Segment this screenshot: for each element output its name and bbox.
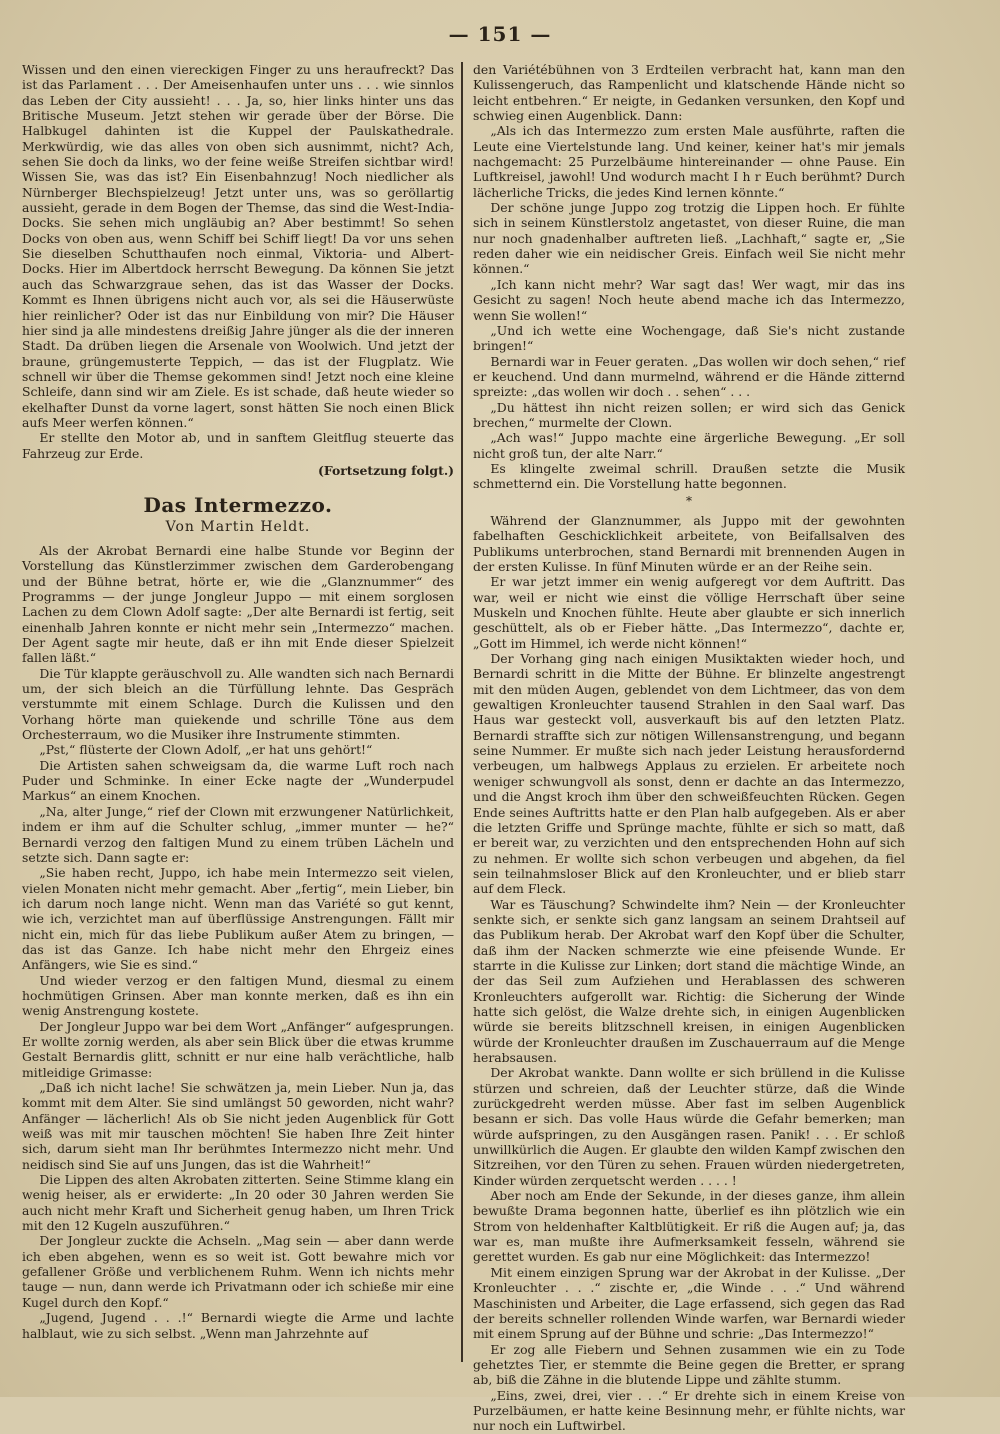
paragraph: „Ach was!“ Juppo machte eine ärgerliche Bewegung. „Er soll nicht groß tun, der alte Narr.“: [473, 430, 905, 461]
paragraph: Der Jongleur zuckte die Achseln. „Mag sein — aber dann werde ich eben abgehen, wenn es so weit ist. Gott bewahre mich vor gefallener Größe und verblichenem Ruhm. Wenn ich nichts mehr tauge — nun, dann werde ich Privatmann oder ich schieße mir eine Kugel durch den Kopf.“: [22, 1233, 454, 1310]
serial-continuation: [22, 62, 454, 461]
paragraph: Und wieder verzog er den faltigen Mund, diesmal zu einem hochmütigen Grinsen. Aber man konnte merken, daß es ihn ein wenig Anstrengung kostete.: [22, 972, 454, 1019]
paragraph: „Eins, zwei, drei, vier . . .“ Er drehte sich in einem Kreise von Purzelbäumen, er hatte keine Besinnung mehr, er fühlte nichts, war nur noch ein Luftwirbel.: [473, 1387, 905, 1434]
paragraph: „Du hättest ihn nicht reizen sollen; er wird sich das Genick brechen,“ murmelte der Clown.: [473, 399, 905, 430]
paragraph: Er zog alle Fiebern und Sehnen zusammen wie ein zu Tode gehetztes Tier, er stemmte die Beine gegen die Bretter, er sprang ab, biß die Zähne in die blutende Lippe und zählte stumm.: [473, 1341, 905, 1388]
paragraph: Die Tür klappte geräuschvoll zu. Alle wandten sich nach Bernardi um, der sich bleich an die Türfüllung lehnte. Das Gespräch verstummte mit einem Schlage. Durch die Kulissen und den Vorhang hörte man quiekende und schrille Töne aus dem Orchesterraum, wo die Musiker ihre Instrumente stimmten.: [22, 665, 454, 743]
continued-label: (Fortsetzung folgt.): [318, 462, 454, 478]
column-divider: [461, 62, 463, 1362]
paragraph: War es Täuschung? Schwindelte ihm? Nein — der Kronleuchter senkte sich, er senkte sich ganz langsam an seinem Drahtseil auf das Publikum herab. Der Akrobat warf den Kopf über die Schulter, daß ihm der Nacken schmerzte wie eine pfeisende Wunde. Er starrte in die Kulisse zur Linken; dort stand die mächtige Winde, an der das Seil zum Aufziehen und Herablassen des schweren Kronleuchters aufgerollt war. Richtig: die Sicherung der Winde hatte sich gelöst, die Walze drehte sich, in einigen Augenblicken würde sie bereits blitzschnell kreisen, in einigen Augenblicken würde der Kronleuchter draußen im Zuschauerraum auf die Menge herabsausen.: [473, 896, 905, 1065]
paragraph: Aber noch am Ende der Sekunde, in der dieses ganze, ihm allein bewußte Drama begonnen hatte, überlief es ihn plötzlich wie ein Strom von heldenhafter Kaltblütigkeit. Er riß die Augen auf; ja, das war es, man mußte ihre Aufmerksamkeit fesseln, während sie gerettet wurden. Es gab nur eine Möglichkeit: das Intermezzo!: [473, 1188, 905, 1265]
paragraph: Als der Akrobat Bernardi eine halbe Stunde vor Beginn der Vorstellung das Künstlerzimmer zwischen dem Garderobengang und der Bühne betrat, hörte er, wie die „Glanznummer“ des Programms — der junge Jongleur Juppo — mit einem sorglosen Lachen zu dem Clown Adolf sagte: „Der alte Bernardi ist fertig, seit einenhalb Jahren konnte er nicht mehr sein „Intermezzo“ machen. Der Agent sagte mir heute, daß er ihn mit Ende dieser Spielzeit fallen läßt.“: [22, 542, 454, 666]
paragraph: „Und ich wette eine Wochengage, daß Sie's nicht zustande bringen!“: [473, 322, 905, 354]
paragraph: „Jugend, Jugend . . .!“ Bernardi wiegte die Arme und lachte halblaut, wie zu sich selbst. „Wenn man Jahrzehnte auf: [22, 1310, 454, 1341]
story-text-part-two: [473, 513, 905, 1434]
left-column: [22, 62, 454, 1341]
paragraph: Der Jongleur Juppo war bei dem Wort „Anfänger“ aufgesprungen. Er wollte zornig werden, als aber sein Blick über die etwas krumme Gestalt Bernardis glitt, schnitt er nur eine halb verächtliche, halb mitleidige Grimasse:: [22, 1018, 454, 1080]
section-separator: *: [686, 493, 692, 508]
paragraph: „Sie haben recht, Juppo, ich habe mein Intermezzo seit vielen, vielen Monaten nicht mehr gemacht. Aber „fertig“, mein Lieber, bin ich darum noch lange nicht. Wenn man das Variété so gut kennt, wie ich, verzichtet man auf überflüssige Anstrengungen. Fällt mir nicht ein, mich für das liebe Publikum außer Atem zu bringen, — das ist das Ganze. Ich habe nicht mehr den Ehrgeiz eines Anfängers, wie Sie es sind.“: [22, 865, 454, 973]
paragraph: „Ich kann nicht mehr? War sagt das! Wer wagt, mir das ins Gesicht zu sagen! Noch heute abend mache ich das Intermezzo, wenn Sie wollen!“: [473, 276, 905, 323]
right-column: [473, 62, 905, 1434]
paragraph: Die Artisten sahen schweigsam da, die warme Luft roch nach Puder und Schminke. In einer Ecke nagte der „Wunderpudel Markus“ an einem Knochen.: [22, 757, 454, 804]
paragraph: „Na, alter Junge,“ rief der Clown mit erzwungener Natürlichkeit, indem er ihm auf die Schulter schlug, „immer munter — he?“ Bernardi verzog den faltigen Mund zu einem trüben Lächeln und setzte sich. Dann sagte er:: [22, 803, 454, 865]
paragraph: Er stellte den Motor ab, und in sanftem Gleitflug steuerte das Fahrzeug zur Erde.: [22, 430, 454, 461]
paragraph: Die Lippen des alten Akrobaten zitterten. Seine Stimme klang ein wenig heiser, als er erwiderte: „In 20 oder 30 Jahren werden Sie auch nicht mehr Kraft und Sicherheit genug haben, um Ihren Trick mit den 12 Kugeln auszuführen.“: [22, 1172, 454, 1234]
paragraph: Bernardi war in Feuer geraten. „Das wollen wir doch sehen,“ rief er keuchend. Und dann murmelnd, während er die Hände zitternd spreizte: „das wollen wir doch . . sehen“ . . .: [473, 353, 905, 400]
paragraph: Der Akrobat wankte. Dann wollte er sich brüllend in die Kulisse stürzen und schreien, daß der Leuchter stürze, daß die Winde zurückgedreht werden müsse. Aber fast im selben Augenblick besann er sich. Das volle Haus würde die Gefahr bemerken; man würde aufspringen, zu den Ausgängen rasen. Panik! . . . Er schloß unwillkürlich die Augen. Er glaubte den wilden Kampf zwischen den Sitzreihen, vor den Türen zu sehen. Frauen würden niedergetreten, Kinder würden zerquetscht werden . . . . !: [473, 1065, 905, 1188]
paragraph: „Pst,“ flüsterte der Clown Adolf, „er hat uns gehört!“: [39, 742, 373, 758]
paragraph: Während der Glanznummer, als Juppo mit der gewohnten fabelhaften Geschicklichkeit arbeitete, von Beifallsalven des Publikums unterbrochen, stand Bernardi mit brennenden Augen in der ersten Kulisse. In fünf Minuten würde er an der Reihe sein.: [473, 512, 905, 574]
paragraph: „Als ich das Intermezzo zum ersten Male ausführte, raften die Leute eine Viertelstunde lang. Und keiner, keiner hat's mir jemals nachgemacht: 25 Purzelbäume hintereinander — ohne Pause. Ein Luftkreisel, jawohl! Und wodurch macht I h r Euch berühmt? Durch lächerliche Tricks, die jedes Kind lernen könnte.“: [473, 123, 905, 200]
story-text: [22, 543, 454, 1341]
story-text-continued: [473, 62, 905, 492]
paragraph: Er war jetzt immer ein wenig aufgeregt vor dem Auftritt. Das war, weil er nicht wie einst die völlige Herrschaft über seine Muskeln und Knochen fühlte. Heute aber glaubte er sich innerlich geschüttelt, als ob er Fieber hätte. „Das Intermezzo“, dachte er, „Gott im Himmel, ich werde nicht können!“: [473, 574, 905, 651]
paragraph: „Daß ich nicht lache! Sie schwätzen ja, mein Lieber. Nun ja, das kommt mit dem Alter. Sie sind umlängst 50 geworden, nicht wahr? Anfänger — lächerlich! Als ob Sie nicht jeden Augenblick für Gott weiß was mit mir tauschen möchten! Sie haben Ihre Zeit hinter sich, darum sieht man Ihr berühmtes Intermezzo nicht mehr. Und neidisch sind Sie auf uns Jungen, das ist die Wahrheit!“: [22, 1080, 454, 1172]
paragraph: den Variétébühnen von 3 Erdteilen verbracht hat, kann man den Kulissengeruch, das Rampenlicht und klatschende Hände nicht so leicht entbehren.“ Er neigte, in Gedanken versunken, den Kopf und schwieg einen Augenblick. Dann:: [473, 62, 905, 124]
story-byline: Von Martin Heldt.: [165, 518, 311, 535]
paragraph: Der Vorhang ging nach einigen Musiktakten wieder hoch, und Bernardi schritt in die Mitte der Bühne. Er blinzelte angestrengt mit den müden Augen, geblendet von dem Lichtmeer, das von dem gewaltigen Kronleuchter tausend Strahlen in den Saal warf. Das Haus war gesteckt voll, ausverkauft bis auf den letzten Platz. Bernardi straffte sich zur nötigen Willensanstrengung, und begann seine Nummer. Er mußte sich nach jeder Leistung herausfordernd verbeugen, um halbwegs Applaus zu erzielen. Er arbeitete noch weniger schwungvoll als sonst, denn er dachte an das Intermezzo, und die Angst kroch ihm über den schweißfeuchten Rücken. Gegen Ende seines Auftritts hatte er den Plan halb aufgegeben. Als er aber die letzten Griffe und Sprünge machte, fühlte er sich so matt, daß er bereit war, zu verzichten und den entsprechenden Hohn auf sich zu nehmen. Er wollte sich schon verbeugen und abgehen, da fiel sein teilnahmsloser Blick auf den Kronleuchter, und er blieb starr auf dem Fleck.: [473, 651, 905, 897]
story-title: Das Intermezzo.: [143, 493, 333, 518]
paragraph: Wissen und den einen viereckigen Finger zu uns heraufreckt? Das ist das Parlament . . . Der Ameisenhaufen unter uns . . . wie sinnlos das Leben der City aussieht! . . . Ja, so, hier links hinter uns das Britische Museum. Jetzt stehen wir gerade über der Börse. Die Halbkugel dahinten ist die Kuppel der Paulskathedrale. Merkwürdig, wie das alles von oben sich ausnimmt, nicht? Ach, sehen Sie doch da links, wo der feine weiße Streifen sichtbar wird! Wissen Sie, was das ist? Ein Eisenbahnzug! Noch niedlicher als Nürnberger Blechspielzeug! Jetzt unter uns, was so geröllartig aussieht, gerade in dem Bogen der Themse, das sind die West-India-Docks. Sie sehen mich ungläubig an? Aber bestimmt! So sehen Docks von oben aus, wenn Schiff bei Schiff liegt! Da vor uns sehen Sie dieselben Schutthaufen noch einmal, Viktoria- und Albert-Docks. Hier im Albertdock herrscht Bewegung. Da können Sie jetzt auch das Schwarzgraue sehen, das ist das Wasser der Docks. Kommt es Ihnen übrigens nicht auch vor, als sei die Häuserwüste hier reinlicher? Oder ist das nur Einbildung von mir? Die Häuser hier sind ja alle mindestens dreißig Jahre jünger als die der inneren Stadt. Da drüben liegen die Arsenale von Woolwich. Und jetzt der braune, grüngemusterte Teppich, — das ist der Flugplatz. Wie schnell wir über die Themse gekommen sind! Jetzt noch eine kleine Schleife, dann sind wir am Ziele. Es ist schade, daß heute wieder so ekelhafter Dunst da vorne lagert, sonst hätten Sie noch einen Blick aufs Meer werfen können.“: [22, 62, 454, 430]
paragraph: Es klingelte zweimal schrill. Draußen setzte die Musik schmetternd ein. Die Vorstellung hatte begonnen.: [473, 460, 905, 492]
page-number: — 151 —: [448, 22, 552, 46]
paragraph: Der schöne junge Juppo zog trotzig die Lippen hoch. Er fühlte sich in seinem Künstlerstolz angetastet, von dieser Ruine, die man nur noch gnadenhalber auftreten ließ. „Lachhaft,“ sagte er, „Sie reden daher wie ein neidischer Greis. Einfach weil Sie nicht mehr können.“: [473, 200, 905, 277]
paragraph: Mit einem einzigen Sprung war der Akrobat in der Kulisse. „Der Kronleuchter . . .“ zischte er, „die Winde . . .“ Und während Maschinisten und Arbeiter, die Lage erfassend, sich gegen das Rad der bereits schneller rollenden Winde warfen, war Bernardi wieder mit einem Sprung auf der Bühne und schrie: „Das Intermezzo!“: [473, 1264, 905, 1342]
